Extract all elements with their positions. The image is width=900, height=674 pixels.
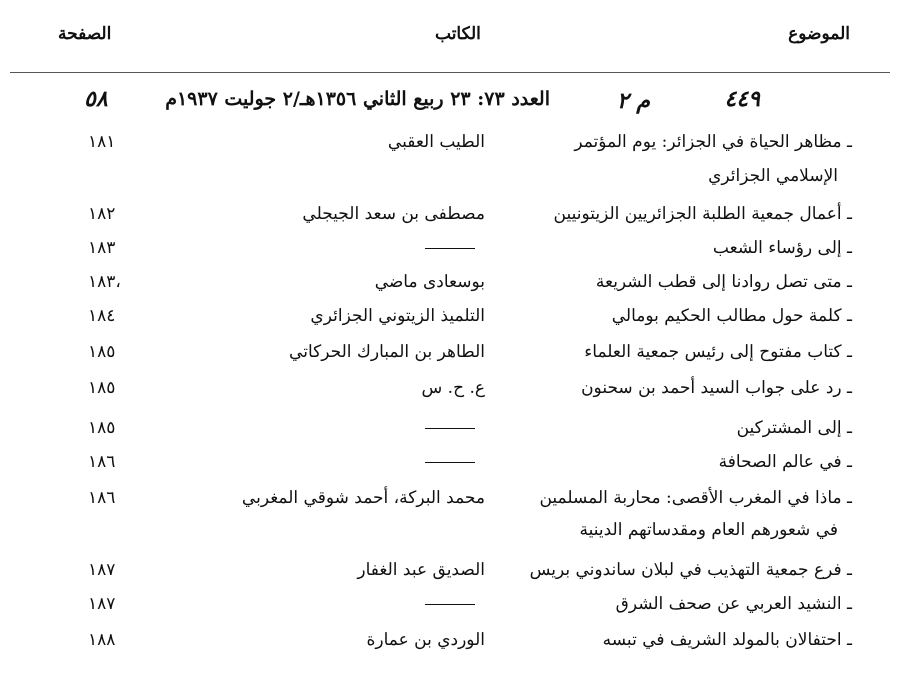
table-row	[0, 452, 900, 482]
entry-page: ١٨٣	[88, 238, 116, 258]
table-row	[0, 204, 900, 234]
handwritten-annotation-1: ٤٤٩	[724, 86, 760, 112]
entry-page: ١٨٦	[88, 488, 116, 508]
entry-topic: ـ أعمال جمعية الطلبة الجزائريين الزيتونيين	[553, 204, 852, 224]
entry-page: ١٨٢	[88, 204, 116, 224]
entry-author: الطاهر بن المبارك الحركاتي	[289, 342, 485, 362]
table-row	[0, 238, 900, 268]
table-row	[0, 560, 900, 590]
table-row	[0, 132, 900, 162]
header-divider	[10, 72, 890, 73]
entry-topic: ـ مظاهر الحياة في الجزائر: يوم المؤتمر	[574, 132, 852, 152]
entry-topic: ـ احتفالان بالمولد الشريف في تبسه	[602, 630, 852, 650]
author-dash	[425, 452, 475, 472]
table-row	[0, 306, 900, 336]
entry-page: ١٨٣،	[88, 272, 121, 292]
handwritten-page-number: ٥٨	[84, 86, 108, 112]
author-column-header: الكاتب	[435, 24, 481, 44]
entry-page: ١٨٤	[88, 306, 116, 326]
entry-author: ع. ح. س	[421, 378, 485, 398]
entry-author: الطيب العقبي	[387, 132, 485, 152]
entry-topic-continuation: في شعورهم العام ومقدساتهم الدينية	[579, 520, 838, 540]
topic-column-header: الموضوع	[788, 24, 850, 44]
entry-page: ١٨١	[88, 132, 116, 152]
table-row	[0, 630, 900, 660]
author-dash	[425, 418, 475, 438]
table-row	[0, 488, 900, 518]
entry-topic: ـ إلى المشتركين	[736, 418, 852, 438]
entry-page: ١٨٧	[88, 594, 116, 614]
entry-topic: ـ متى تصل روادنا إلى قطب الشريعة	[595, 272, 852, 292]
table-row	[0, 272, 900, 302]
table-row-continuation	[0, 520, 900, 550]
entry-topic: ـ إلى رؤساء الشعب	[712, 238, 852, 258]
entry-author: الصديق عبد الغفار	[357, 560, 485, 580]
entry-topic: ـ فرع جمعية التهذيب في لبلان ساندوني بريس	[529, 560, 852, 580]
entry-topic: ـ رد على جواب السيد أحمد بن سحنون	[581, 378, 852, 398]
entry-page: ١٨٥	[88, 378, 116, 398]
entry-topic: ـ في عالم الصحافة	[718, 452, 852, 472]
table-row	[0, 594, 900, 624]
handwritten-annotation-2: م ٢	[616, 88, 650, 114]
entry-page: ١٨٧	[88, 560, 116, 580]
table-row	[0, 418, 900, 448]
page-column-header: الصفحة	[58, 24, 112, 44]
entry-topic: ـ النشيد العربي عن صحف الشرق	[615, 594, 852, 614]
entry-topic-continuation: الإسلامي الجزائري	[708, 166, 838, 186]
entry-author: التلميذ الزيتوني الجزائري	[310, 306, 485, 326]
entry-page: ١٨٦	[88, 452, 116, 472]
entry-page: ١٨٥	[88, 342, 116, 362]
table-row-continuation	[0, 166, 900, 196]
entry-topic: ـ كلمة حول مطالب الحكيم بومالي	[611, 306, 852, 326]
author-dash	[425, 594, 475, 614]
entry-author: محمد البركة، أحمد شوقي المغربي	[241, 488, 485, 508]
table-row	[0, 342, 900, 372]
issue-heading	[84, 86, 850, 114]
entry-page: ١٨٨	[88, 630, 116, 650]
table-row	[0, 378, 900, 408]
entry-topic: ـ كتاب مفتوح إلى رئيس جمعية العلماء	[584, 342, 852, 362]
entry-author: مصطفى بن سعد الجيجلي	[302, 204, 485, 224]
issue-title: العدد ٧٣: ٢٣ ربيع الثاني ١٣٥٦هـ/٢ جوليت ١٩٣٧م	[165, 88, 550, 110]
entry-page: ١٨٥	[88, 418, 116, 438]
entry-author: بوسعادى ماضي	[374, 272, 485, 292]
entry-author: الوردي بن عمارة	[366, 630, 485, 650]
author-dash	[425, 238, 475, 258]
entry-topic: ـ ماذا في المغرب الأقصى: محاربة المسلمين	[539, 488, 852, 508]
